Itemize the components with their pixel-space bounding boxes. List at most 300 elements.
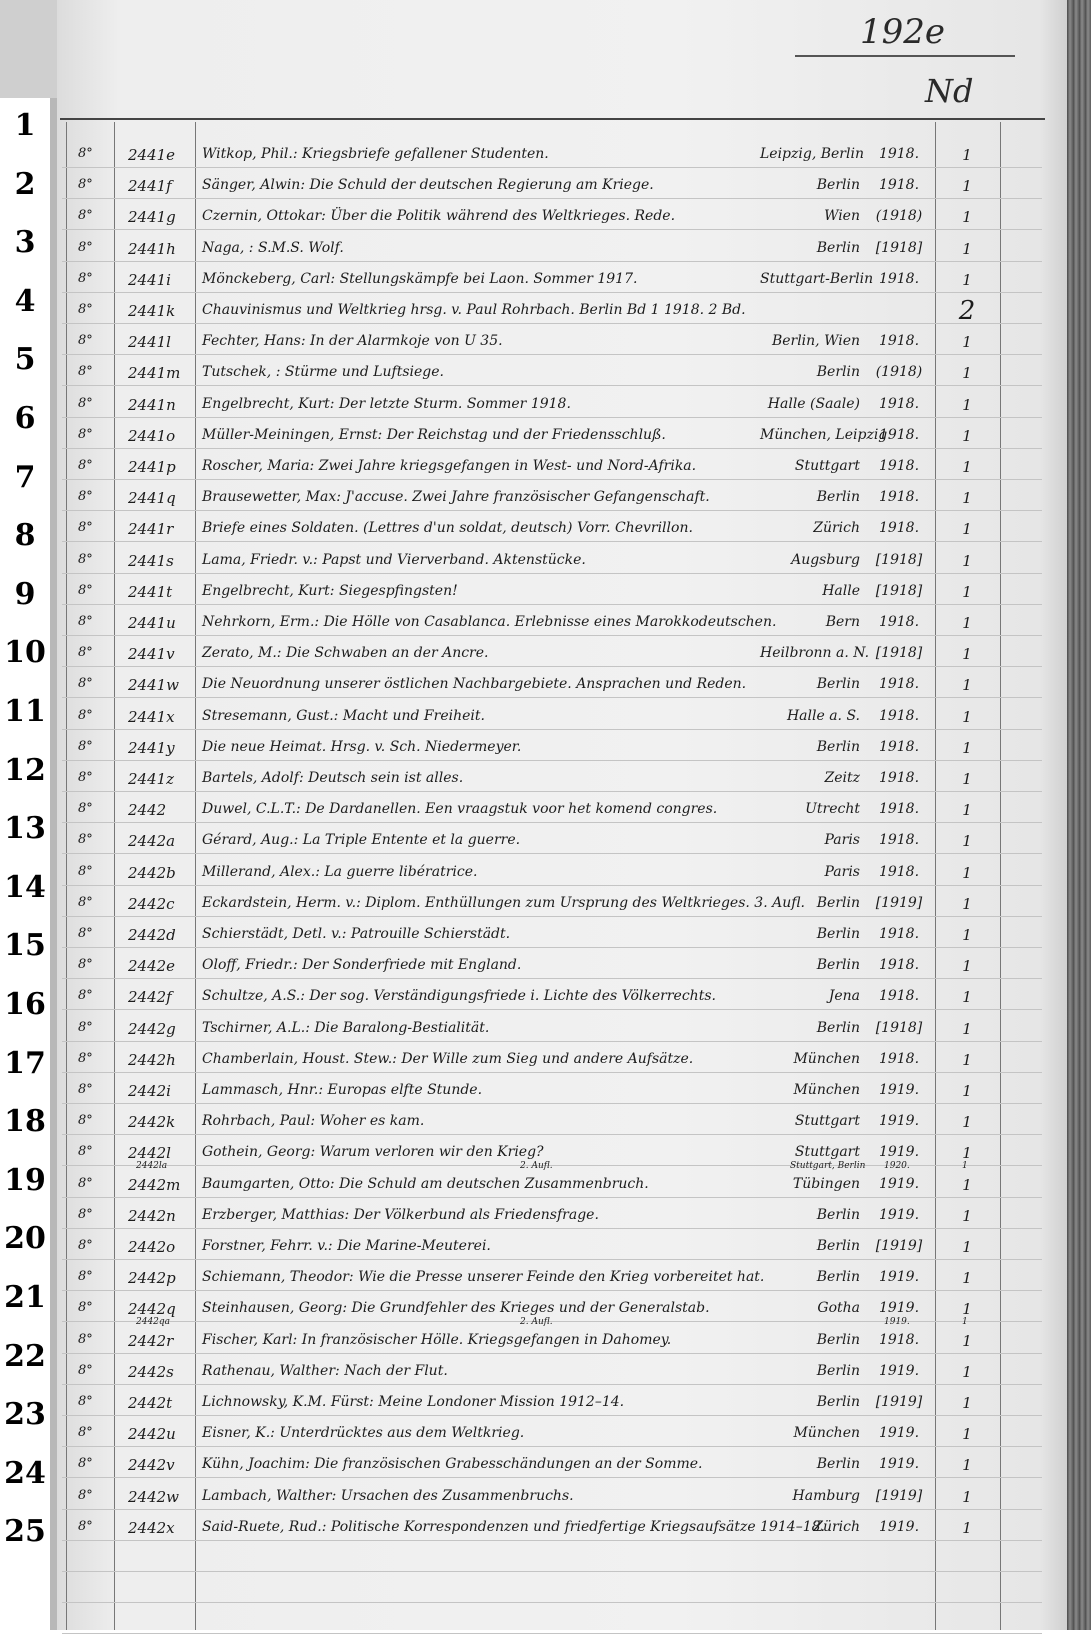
publication-year: [1918] [875,1019,923,1036]
line-number: 23 [4,1397,46,1433]
volume-count: 1 [962,1518,972,1537]
place-of-publication: Berlin [816,926,860,942]
publication-year: (1918) [875,364,923,381]
volume-count: 1 [962,926,972,944]
shelf-mark: 2441t [128,582,173,601]
ledger-entry [0,1051,1091,1077]
line-number: 14 [4,869,46,905]
shelf-mark: 2441o [128,426,176,445]
publication-year: [1918] [875,582,923,599]
place-of-publication: Augsburg [791,551,860,568]
volume-count: 1 [962,364,972,383]
format-size: 8° [78,614,93,629]
publication-year: [1918] [875,239,923,256]
title-entry: Schiemann, Theodor: Wie die Presse unserer Feinde den Krieg vorbereitet hat. [202,1269,765,1286]
format-size: 8° [78,1300,93,1316]
title-entry: Stresemann, Gust.: Macht und Freiheit. [202,707,485,724]
ledger-entry [0,396,1091,422]
shelf-mark: 2441l [128,333,171,352]
volume-count: 1 [962,458,972,476]
ledger-entry [0,957,1091,983]
ruled-line [62,1571,1042,1572]
title-entry: Nehrkorn, Erm.: Die Hölle von Casablanca. Erlebnisse eines Marokkodeutschen. [202,614,777,630]
place-of-publication: Leipzig, Berlin [760,146,864,162]
volume-count: 1 [962,426,972,445]
format-size: 8° [78,988,93,1004]
publication-year: 1918. [878,520,920,537]
line-number: 18 [4,1104,46,1140]
place-of-publication: Berlin [816,239,860,256]
format-size: 8° [78,1082,93,1097]
shelf-mark: 2441f [128,177,172,196]
place-of-publication: Stuttgart-Berlin [760,270,874,287]
shelf-mark: 2442u [128,1425,176,1444]
title-entry: Chamberlain, Houst. Stew.: Der Wille zum Sieg und andere Aufsätze. [202,1050,694,1067]
place-of-publication: Halle (Saale) [767,395,860,412]
volume-count: 1 [962,1144,972,1163]
ledger-entry [0,1238,1091,1264]
title-entry: Lichnowsky, K.M. Fürst: Meine Londoner Mission 1912–14. [202,1394,625,1410]
ledger-entry [0,1176,1091,1202]
format-size: 8° [78,1206,93,1222]
format-size: 8° [78,582,93,598]
format-size: 8° [78,1019,93,1035]
format-size: 8° [78,302,93,317]
shelf-mark: 2442f [128,988,172,1007]
line-number: 21 [4,1280,46,1315]
sub-shelf-mark: 2442qa [136,1317,171,1328]
shelf-mark: 2442q [128,1300,176,1319]
place-of-publication: Berlin [816,1394,860,1410]
line-number: 6 [14,401,36,436]
place-of-publication: Berlin [816,957,860,974]
ledger-entry [0,864,1091,890]
place-of-publication: Utrecht [805,801,860,818]
volume-count: 1 [962,1082,972,1100]
publication-year: [1919] [875,1487,923,1504]
ledger-entry [0,489,1091,515]
volume-count: 1 [962,1394,972,1412]
place-of-publication: Stuttgart [794,1113,860,1130]
title-entry: Eisner, K.: Unterdrücktes aus dem Weltkrieg. [202,1425,525,1442]
shelf-mark: 2442c [128,894,175,913]
volume-count: 1 [962,177,972,196]
format-size: 8° [78,863,93,879]
title-entry: Müller-Meiningen, Ernst: Der Reichstag und der Friedensschluß. [202,426,666,443]
volume-count: 1 [962,1238,972,1256]
shelf-mark: 2441k [128,302,176,320]
signature-mark: Nd [925,72,974,110]
ledger-entry [0,583,1091,609]
format-size: 8° [78,551,93,567]
title-entry: Fischer, Karl: In französischer Hölle. Kriegsgefangen in Dahomey. [202,1331,672,1348]
format-size: 8° [78,676,93,692]
format-size: 8° [78,1518,93,1534]
volume-count: 1 [962,551,972,570]
place-of-publication: Berlin [816,364,860,381]
title-entry: Oloff, Friedr.: Der Sonderfriede mit England. [202,957,522,974]
line-number: 8 [14,518,36,554]
ledger-entry [0,614,1091,640]
place-of-publication: Berlin [816,1362,860,1379]
publication-year: [1919] [875,1238,923,1254]
shelf-mark: 2441m [128,364,181,383]
shelf-mark: 2442i [128,1082,171,1100]
sub-edition-note: 2. Aufl. [520,1317,553,1328]
shelf-mark: 2442p [128,1269,176,1288]
title-entry: Bartels, Adolf: Deutsch sein ist alles. [202,770,464,786]
format-size: 8° [78,1394,93,1409]
volume-count: 1 [962,1175,972,1194]
shelf-mark: 2442o [128,1238,176,1256]
publication-year: [1918] [875,551,923,568]
volume-count: 1 [962,863,972,882]
publication-year: 1919. [878,1144,920,1161]
ledger-entry [0,1456,1091,1482]
format-size: 8° [78,957,93,973]
volume-count: 1 [962,957,972,976]
publication-year: 1918. [878,333,920,350]
publication-year: 1918. [878,1050,920,1067]
volume-count: 1 [962,1425,972,1444]
shelf-mark: 2442d [128,926,176,944]
title-entry: Lambach, Walther: Ursachen des Zusammenbruchs. [202,1487,574,1504]
format-size: 8° [78,395,93,411]
shelf-mark: 2441n [128,395,176,414]
ledger-entry [0,988,1091,1014]
volume-count: 1 [962,1113,972,1132]
publication-year: 1918. [878,738,920,755]
line-number: 2 [14,166,36,202]
publication-year: 1918. [878,395,920,412]
ledger-entry [0,1332,1091,1358]
volume-count: 2 [958,296,976,326]
publication-year: 1918. [878,489,920,506]
publication-year: 1918. [878,177,920,194]
header-rule [795,55,1015,57]
title-entry: Duwel, C.L.T.: De Dardanellen. Een vraagstuk voor het komend congres. [202,801,718,818]
publication-year: 1918. [878,770,920,786]
title-entry: Rohrbach, Paul: Woher es kam. [202,1113,425,1130]
line-number: 17 [4,1045,46,1081]
ledger-entry [0,895,1091,921]
title-entry: Sänger, Alwin: Die Schuld der deutschen Regierung am Kriege. [202,177,654,194]
place-of-publication: Berlin [816,489,860,506]
publication-year: [1918] [875,645,923,662]
title-entry: Tschirner, A.L.: Die Baralong-Bestialität. [202,1019,490,1036]
shelf-mark: 2441r [128,520,174,539]
title-entry: Tutschek, : Stürme und Luftsiege. [202,364,445,381]
sub-year: 1919. [884,1317,910,1328]
publication-year: 1918. [878,270,920,287]
publication-year: 1918. [878,458,920,474]
format-size: 8° [78,177,93,193]
ledger-entry [0,1519,1091,1545]
ledger-entry [0,801,1091,827]
line-number: 10 [4,635,46,671]
volume-count: 1 [962,738,972,757]
format-size: 8° [78,926,93,941]
volume-count: 1 [962,1331,972,1350]
place-of-publication: Berlin [816,1456,860,1473]
ledger-entry [0,645,1091,671]
ledger-entry [0,832,1091,858]
ledger-entry [0,739,1091,765]
format-size: 8° [78,1362,93,1378]
title-entry: Die Neuordnung unserer östlichen Nachbargebiete. Ansprachen und Reden. [202,676,747,693]
shelf-mark: 2442e [128,957,176,976]
place-of-publication: Berlin [816,1269,860,1286]
ledger-entry [0,1207,1091,1233]
place-of-publication: Zürich [813,520,860,537]
place-of-publication: Tübingen [792,1175,860,1192]
place-of-publication: Gotha [817,1300,860,1317]
line-number: 12 [4,752,46,788]
shelf-mark: 2441q [128,489,176,508]
volume-count: 1 [962,239,972,258]
volume-count: 1 [962,333,972,352]
line-number: 19 [4,1162,46,1198]
ledger-entry [0,1082,1091,1108]
place-of-publication: Berlin [816,894,860,911]
publication-year: 1919. [878,1082,920,1098]
format-size: 8° [78,1425,93,1441]
ledger-entry [0,427,1091,453]
volume-count: 1 [962,614,972,632]
place-of-publication: München [793,1425,860,1442]
format-size: 8° [78,426,93,442]
title-entry: Engelbrecht, Kurt: Der letzte Sturm. Sommer 1918. [202,395,571,412]
shelf-mark: 2441p [128,458,176,476]
shelf-mark: 2441v [128,645,175,664]
format-size: 8° [78,770,93,785]
title-entry: Czernin, Ottokar: Über die Politik während des Weltkrieges. Rede. [202,208,676,225]
format-size: 8° [78,239,93,255]
line-number: 7 [14,459,36,495]
format-size: 8° [78,1175,93,1191]
place-of-publication: Wien [824,208,860,225]
publication-year: 1919. [878,1206,920,1223]
place-of-publication: München, Leipzig [760,426,888,443]
volume-count: 1 [962,707,972,726]
volume-count: 1 [962,801,972,820]
publication-year: 1918. [878,676,920,693]
format-size: 8° [78,738,93,754]
format-size: 8° [78,894,93,910]
ruler-bar [50,98,57,1630]
format-size: 8° [78,1331,93,1347]
publication-year: 1919. [878,1518,920,1535]
shelf-mark: 2442s [128,1362,174,1381]
volume-count: 1 [962,395,972,414]
shelf-mark: 2441w [128,676,180,695]
ledger-entry [0,1488,1091,1514]
place-of-publication: Halle [822,582,860,599]
line-number: 9 [14,576,36,612]
ledger-entry [0,333,1091,359]
line-number: 1 [14,108,36,143]
publication-year: 1919. [878,1113,920,1130]
place-of-publication: Paris [824,832,860,849]
ledger-entry [0,708,1091,734]
volume-count: 1 [962,1362,972,1381]
shelf-mark: 2441g [128,208,176,227]
title-entry: Naga, : S.M.S. Wolf. [202,239,344,256]
title-entry: Kühn, Joachim: Die französischen Grabesschändungen an der Somme. [202,1456,703,1473]
title-entry: Millerand, Alex.: La guerre libératrice. [202,863,478,880]
volume-count: 1 [962,1206,972,1225]
title-entry: Steinhausen, Georg: Die Grundfehler des Krieges und der Generalstab. [202,1300,710,1317]
place-of-publication: Berlin [816,738,860,755]
shelf-mark: 2442a [128,832,176,851]
volume-count: 1 [962,1456,972,1475]
title-entry: Rathenau, Walther: Nach der Flut. [202,1362,448,1379]
title-entry: Zerato, M.: Die Schwaben an der Ancre. [202,645,489,662]
shelf-mark: 2442x [128,1518,175,1537]
format-size: 8° [78,1050,93,1066]
volume-count: 1 [962,146,972,164]
title-entry: Gothein, Georg: Warum verloren wir den Krieg? [202,1144,544,1161]
sub-edition-note: 2. Aufl. [520,1161,553,1172]
place-of-publication: Zeitz [824,770,860,786]
volume-count: 1 [962,1050,972,1069]
title-entry: Eckardstein, Herm. v.: Diplom. Enthüllungen zum Ursprung des Weltkrieges. 3. Aufl. [202,894,806,911]
place-of-publication: Berlin [816,1331,860,1348]
publication-year: 1918. [878,926,920,942]
line-number: 22 [4,1338,46,1374]
sub-year: 1920. [884,1161,910,1172]
shelf-mark: 2441h [128,239,176,258]
title-entry: Baumgarten, Otto: Die Schuld am deutschen Zusammenbruch. [202,1175,649,1192]
shelf-mark: 2441e [128,146,176,164]
ruler-tab [0,0,57,98]
volume-count: 1 [962,676,972,695]
shelf-mark: 2442h [128,1050,176,1069]
place-of-publication: Jena [828,988,860,1005]
publication-year: 1918. [878,426,920,443]
volume-count: 1 [962,832,972,851]
ledger-entry [0,926,1091,952]
publication-year: 1918. [878,801,920,818]
volume-count: 1 [962,988,972,1007]
ledger-entry [0,458,1091,484]
format-size: 8° [78,520,93,536]
format-size: 8° [78,1269,93,1285]
title-entry: Lammasch, Hnr.: Europas elfte Stunde. [202,1082,483,1098]
title-entry: Die neue Heimat. Hrsg. v. Sch. Niedermeyer. [202,738,522,755]
publication-year: 1919. [878,1300,920,1317]
sub-count: 1 [962,1317,968,1328]
title-entry: Brausewetter, Max: J'accuse. Zwei Jahre französischer Gefangenschaft. [202,489,710,506]
format-size: 8° [78,1144,93,1160]
line-number: 20 [4,1221,46,1257]
title-entry: Gérard, Aug.: La Triple Entente et la guerre. [202,832,521,849]
line-number: 13 [4,811,46,847]
shelf-mark: 2442n [128,1206,176,1225]
publication-year: 1919. [878,1362,920,1379]
volume-count: 1 [962,489,972,508]
shelf-mark: 2441z [128,770,175,788]
line-number: 5 [14,342,36,378]
publication-year: 1919. [878,1456,920,1473]
publication-year: [1919] [875,894,923,911]
title-entry: Witkop, Phil.: Kriegsbriefe gefallener Studenten. [202,146,549,162]
title-entry: Briefe eines Soldaten. (Lettres d'un soldat, deutsch) Vorr. Chevrillon. [202,520,693,537]
line-number: 16 [4,987,46,1022]
place-of-publication: Heilbronn a. N. [760,645,870,662]
volume-count: 1 [962,1269,972,1288]
line-number-ruler [0,0,57,1630]
ledger-entry [0,146,1091,172]
ledger-entry [0,364,1091,390]
shelf-mark: 2442b [128,863,176,882]
shelf-mark: 2441y [128,738,175,757]
shelf-mark: 2442t [128,1394,173,1412]
shelf-mark: 2441x [128,707,175,726]
publication-year: (1918) [875,208,923,225]
line-number: 11 [4,694,46,729]
volume-count: 1 [962,520,972,539]
volume-count: 1 [962,1300,972,1319]
format-size: 8° [78,146,93,161]
volume-count: 1 [962,208,972,227]
publication-year: 1918. [878,988,920,1005]
shelf-mark: 2441s [128,551,174,570]
line-number: 15 [4,928,46,964]
ledger-entry [0,177,1091,203]
ledger-entry [0,296,1091,328]
format-size: 8° [78,645,93,661]
title-entry: Engelbrecht, Kurt: Siegespfingsten! [202,582,458,599]
format-size: 8° [78,1238,93,1253]
top-rule [60,118,1045,120]
publication-year: 1918. [878,707,920,724]
title-entry: Roscher, Maria: Zwei Jahre kriegsgefangen in West- und Nord-Afrika. [202,458,697,474]
format-size: 8° [78,801,93,817]
ledger-entry [0,1113,1091,1139]
volume-count: 1 [962,1019,972,1038]
publication-year: [1919] [875,1394,923,1410]
shelf-mark: 2442r [128,1331,174,1350]
place-of-publication: München [793,1082,860,1098]
line-number: 24 [4,1455,46,1491]
ledger-entry [0,1269,1091,1295]
shelf-mark: 2442v [128,1456,175,1475]
title-entry: Fechter, Hans: In der Alarmkoje von U 35. [202,333,503,350]
sub-place: Stuttgart, Berlin [790,1161,866,1172]
title-entry: Said-Ruete, Rud.: Politische Korrespondenzen und friedfertige Kriegsaufsätze 1914–18. [202,1518,825,1535]
format-size: 8° [78,458,93,473]
ledger-entry [0,1425,1091,1451]
format-size: 8° [78,1113,93,1129]
place-of-publication: Hamburg [792,1487,860,1504]
ledger-entry [0,520,1091,546]
line-number: 25 [4,1514,46,1550]
shelf-mark: 2442w [128,1487,180,1506]
sub-count: 1 [962,1161,968,1172]
publication-year: 1918. [878,832,920,849]
ledger-entry [0,1363,1091,1389]
place-of-publication: Berlin [816,676,860,693]
volume-count: 1 [962,1487,972,1506]
publication-year: 1919. [878,1269,920,1286]
volume-count: 1 [962,582,972,601]
volume-count: 1 [962,770,972,788]
ledger-entry [0,1394,1091,1420]
publication-year: 1918. [878,146,920,162]
shelf-mark: 2442l [128,1144,171,1163]
format-size: 8° [78,1456,93,1472]
